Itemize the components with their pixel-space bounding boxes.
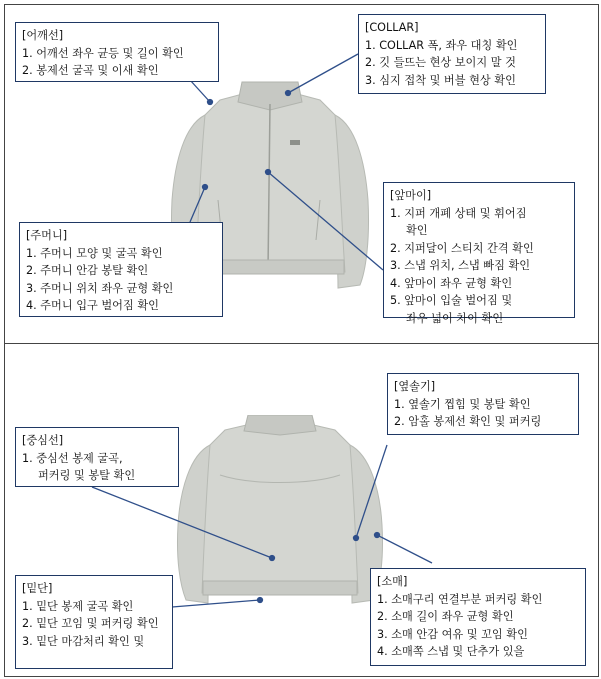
callout-item: 3. 소매 안감 여유 및 꼬임 확인 — [377, 627, 528, 641]
callout-item: 3. 밑단 마감처리 확인 및 — [22, 634, 145, 648]
callout-title: [COLLAR] — [365, 21, 419, 34]
callout-item: 3. 심지 접착 및 버블 현상 확인 — [365, 73, 516, 87]
callout-item: 1. 어깨선 좌우 균등 및 길이 확인 — [22, 46, 184, 60]
callout-item: 좌우 넓이 차이 확인 — [406, 311, 504, 325]
callout-title: [주머니] — [26, 229, 68, 242]
callout-item: 2. 깃 들뜨는 현상 보이지 말 것 — [365, 56, 516, 69]
callout-item: 1. 소매구리 연결부분 퍼커링 확인 — [377, 592, 543, 606]
callout-title: [어깨선] — [22, 29, 64, 42]
callout-pocket — [19, 222, 223, 317]
callout-item: 1. 주머니 모양 및 굴곡 확인 — [26, 246, 163, 260]
callout-item: 1. COLLAR 폭, 좌우 대칭 확인 — [365, 38, 518, 52]
callout-item: 1. 옆솔기 찝힘 및 봉탈 확인 — [394, 397, 531, 411]
callout-hem — [15, 575, 173, 669]
callout-center-line — [15, 427, 179, 487]
callout-item: 1. 지퍼 개폐 상태 및 휘어짐 — [390, 206, 527, 220]
callout-item: 2. 암홀 봉제선 확인 및 퍼커링 — [394, 415, 542, 428]
callout-side-seam — [387, 373, 579, 435]
jacket-back-illustration — [160, 415, 400, 615]
callout-item: 2. 봉제선 굴곡 및 이새 확인 — [22, 64, 159, 77]
callout-front-body — [383, 182, 575, 325]
callout-item: 4. 주머니 입구 벌어짐 확인 — [26, 299, 159, 312]
callout-title: [옆솔기] — [394, 380, 436, 393]
callout-item: 1. 밑단 봉제 굴곡 확인 — [22, 599, 134, 613]
callout-item: 2. 주머니 안감 봉탈 확인 — [26, 264, 149, 277]
callout-item: 4. 소매쪽 스냅 및 단추가 있을 — [377, 645, 525, 658]
callout-item: 확인 — [406, 224, 428, 237]
callout-item: 2. 지퍼달이 스티치 간격 확인 — [390, 241, 534, 255]
section-divider — [4, 343, 598, 344]
callout-item: 퍼커링 및 봉탈 확인 — [38, 469, 136, 482]
callout-item: 5. 앞마이 입술 벌어짐 및 — [390, 294, 513, 307]
callout-item: 3. 스냅 위치, 스냅 빠짐 확인 — [390, 259, 531, 272]
callout-item: 3. 주머니 위치 좌우 균형 확인 — [26, 281, 174, 295]
callout-title: [중심선] — [22, 434, 64, 447]
callout-item: 4. 앞마이 좌우 균형 확인 — [390, 276, 513, 290]
callout-item: 1. 중심선 봉제 굴곡, — [22, 451, 123, 465]
callout-title: [밑단] — [22, 582, 53, 595]
callout-shoulder — [15, 22, 219, 82]
callout-item: 2. 소매 길이 좌우 균형 확인 — [377, 610, 514, 623]
callout-sleeve — [370, 568, 586, 666]
callout-collar — [358, 14, 546, 94]
callout-item: 2. 밑단 꼬임 및 퍼커링 확인 — [22, 617, 159, 630]
callout-title: [소매] — [377, 575, 408, 588]
callout-title: [앞마이] — [390, 189, 432, 202]
